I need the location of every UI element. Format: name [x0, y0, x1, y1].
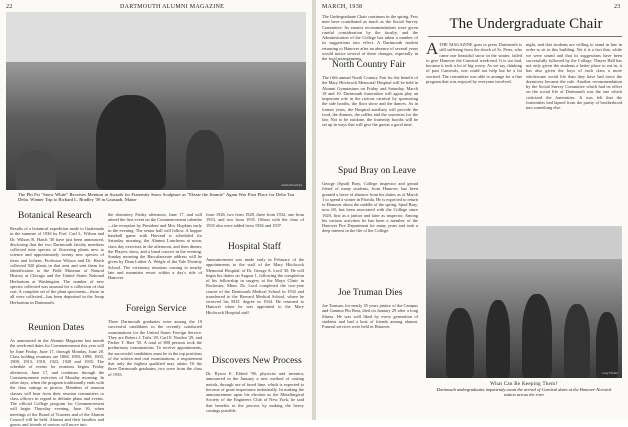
left-photo-credit: Adrian Bouchard: [281, 183, 302, 187]
right-col3-text: night, and that students are willing to stand in line in order to sit in this building. Yet it is a fact that, while we were sound and that its suggestions have been successfully followed by the College, Thayer Hall has not only given the students a better place to eat in, it has also given the boys of each class a more wholesome social life than they have had since the dormitory became the rule. Another recommendation by the Social Survey Committee which had its effect on the social life of Dartmouth was the one which criticized the fraternities. It was felt that the fraternities had lapsed from the purity of brotherhood into something else.: [526, 42, 622, 110]
right-col1-top-text: The Undergraduate Chair continues in the spring. Few men have contributed as much as the Social Survey Committee. Its earnest recommendations were given careful consideration by the faculty, and the Administration of the College has taken a number of its suggestions into effect. A Dartmouth student returning to Hanover after an absence of several years would notice several of these changes, especially in the food arrangements.: [322, 14, 418, 61]
article-body-discovers-new-process: Dr. Byron E. Eldred '96, physicist and inventor, announced in the January a new method of casting metals, through use of fused lime, which is expected to become of great importance industrially. In making the announcement upon his election as the Metallurgical Society of the Engineers Club of New York, he said that benefits in the process by making the heavy castings possible.: [206, 371, 304, 413]
main-title: The Undergraduate Chair: [449, 16, 603, 32]
article-title-joe-truman-dies: Joe Truman Dies: [338, 288, 403, 298]
right-photo-caption: [430, 382, 618, 398]
article-body-reunion-cont: the dormitory Friday afternoon, June 17, and will attend the first event on the Commencement calendar—the reception by President and Mrs. Hopkins early in the evening. The senior ball will follow. A hopper baseball game with Harvard is scheduled for Saturday morning, the Alumni Luncheon at noon, class day exercises in the afternoon, and then dinner, the Players show, and a band concert in the evening. Sunday morning the Baccalaureate address will be given by Dean Luther A. Weigle of the Yale Divinity School. The ceremony reunions coming to nearby late and mountain resort within a day's ride of Hanover.: [108, 212, 202, 280]
right-photo-caption-text: Dartmouth undergraduates impatiently await the arrival of Carnival dates at the Hanover-Norwich station across the river: [436, 387, 612, 398]
article-title-botanical-research: Botanical Research: [18, 211, 92, 221]
right-running-head: MARCH, 1938: [322, 4, 363, 10]
right-page-number: 23: [614, 4, 621, 10]
carnival-station-photo: [426, 226, 622, 378]
article-title-discovers-new-process: Discovers New Process: [212, 356, 302, 366]
article-body-foreign-service-cont: from 1926, two from 1928, three from 1932, one from 1933, and two from 1935. Others with the class of 1935 also were added from 1936 and 1937.: [206, 212, 304, 228]
article-body-joe-truman-dies: Joe Truman, for nearly 35 years janitor of the Campus and Gamma Phi Beta, died on January 29 after a long illness. He was well liked by every generation of students and had a host of friends among alumni. Funeral services were held in Hanover.: [322, 303, 418, 329]
drop-cap: A: [426, 39, 439, 58]
intro-body: THE MAGAZINE goes to press Dartmouth is still suffering from the shock of Sr. Peter, who came one beautiful snow in the winter, failed to give Hanover the Carnival week-end. It is too bad, because it took a lot of big worry. As we say, thinking of past Carnivals, one could not help but be a bit worried. The committee was able to arrange for a fine program that was enjoyed by everyone involved.: [426, 42, 522, 84]
right-photo-credit: Gray Fischer: [602, 371, 618, 375]
article-title-foreign-service: Foreign Service: [126, 304, 187, 314]
article-body-botanical-research: Results of a botanical expedition made to Guatemala in the summer of 1936 by Prof. Carl L. Wilson and Dr. Wilson R. Hatch '30 have just been announced, disclosing that the two Dartmouth faculty members collected nine species of flowering plants new to science and approximately twenty new species of ferns and lichens. Professor Wilson and Dr. Hatch collected 920 plants in that area and sent them for identification to the Field Museum of Natural History at Chicago and the United States National Herbarium at Washington. The number of new species collected was unusual for a collection of that sort. A complete set of the plant specimens—those in all were collected—has been deposited in the Jesup Herbarium in Dartmouth.: [10, 226, 104, 305]
article-title-hospital-staff: Hospital Staff: [228, 242, 281, 252]
article-title-north-country-fair: North Country Fair: [332, 60, 406, 70]
article-title-spud-bray: Spud Bray on Leave: [338, 166, 416, 176]
left-running-head: DARTMOUTH ALUMNI MAGAZINE: [120, 4, 225, 10]
left-photo-caption: The Phi Psi "Snow White" Receives Mention in Awards for Fraternity Snow Sculpture as "Elezar the Jimmie" Again Was First Place for Delta Tau Delta. Winner Trip to Richard L. Bradley '39 in Gaustadt, Maine: [18, 192, 294, 203]
article-body-hospital-staff: Announcement was made early in February of the appointments to the staff of the Mary Hitchcock Memorial Hospital, of Dr. George A. Lord '30. He will begin his duties on August 1, following the completion of his fellowship in surgery at the Mayo Clinic in Rochester, Minn. Dr. Lord completed the two-year course of the Dartmouth Medical School in 1932 and transferred to the Harvard Medical School, where he received his M.D. degree in 1934. He returned to Hanover when he was appointed to the Mary Hitchcock Hospital staff.: [206, 257, 304, 315]
article-body-spud-bray: George (Spud) Bray, College inspector and genial friend of many students, from Hanover, has been granted a leave of absence from his duties as of March 1 to spend a winter in Florida. He is expected to return to Hanover about the middle of the spring. Spud Bray, now 69, has been associated with the College since 1920, first as a janitor and later as inspector. Among his various activities he has been a member of the Hanover Fire Department for many years and took a deep interest in the life of the College.: [322, 181, 418, 234]
intro-text: [426, 39, 522, 222]
article-body-foreign-service: Three Dartmouth graduates were among the 19 successful candidates in the recently conducted examinations for the United States Foreign Service. They are Robert J. Tufts '29, Carl F. Norden '29, and Parker T. Hart '35. A total of 800 persons took the preliminary examinations. To receive appointments, the successful candidates must be in the top positions of the written and oral examinations, a requirement that only the highest qualified may attain. Of the three Dartmouth graduates, two were from the class of 1935.: [108, 319, 202, 377]
right-photo-title: What Can Be Keeping Them?: [490, 382, 558, 387]
article-body-reunion-dates: As announced in the Alumni Magazine last month the week-end dates for Commencement this year will be June Friday, June 17, through Monday, June 20. Class holding reunions are 1868, 1893, 1898, 1903, 1908, 1913, 1918, 1923, 1928 and 1935. The schedule of events for reunions begins Friday afternoon, June 17, and continues through the Commencement exercises of Monday morning. In other days, when the program traditionally ends with the class outings or picnics. Members of reunion classes will hear from their reunion committees or class officers in regard to definite plans and events. The official College program for Commencement will begin Thursday evening, June 16, when meetings of the Board of Trustees and of the Alumni Council will be held. Alumni and their families and guests and friends of seniors will move into: [10, 338, 104, 427]
article-body-north-country-fair: The fifth annual North Country Fair for the benefit of the Mary Hitchcock Memorial Hospital will be held in Alumni Gymnasium on Friday and Saturday, March 18 and 19. Dartmouth fraternities will again play an important role in the riotous carnival by sponsoring the side booths, the floor show and the dances. As in former years, the Hospital auxiliary will provide the food, the dinners, the raffles and the souvenirs for the fair. Not to be outdone, the fraternity booths will be set up in ways that will give the guests a good time.: [322, 75, 418, 128]
article-title-reunion-dates: Reunion Dates: [28, 323, 85, 333]
snow-sculpture-photo: [6, 12, 306, 190]
left-page-number: 22: [6, 4, 13, 10]
title-rule: [428, 36, 622, 37]
